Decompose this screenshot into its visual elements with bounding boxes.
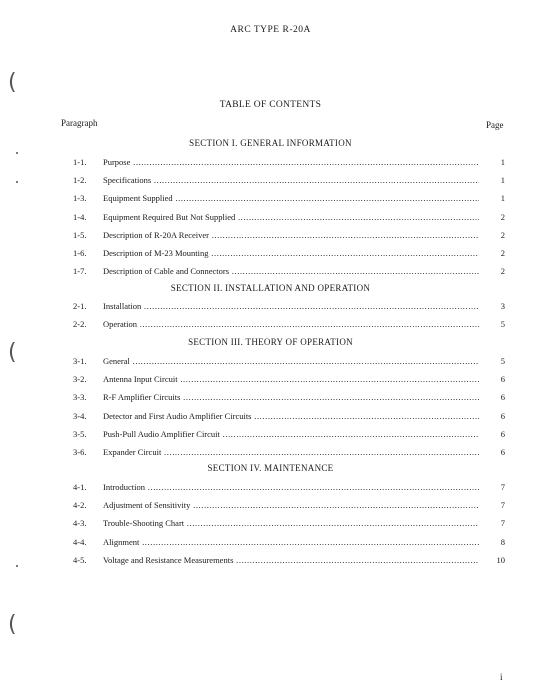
toc-entry-page: 5 [500,356,505,366]
toc-entry[interactable] [73,537,505,549]
paragraph-column-label: Paragraph [61,118,98,128]
toc-entry-page: 2 [500,229,505,240]
toc-entry-title: Specifications ..... [103,175,479,185]
binding-hole-mark: ( [8,70,17,95]
toc-entry-number: 3-3. [73,392,87,403]
toc-entry-number: 1-7. [73,266,87,277]
toc-entry-page: 8 [500,536,505,547]
toc-entry-page: 3 [500,301,505,311]
section-heading: SECTION IV. MAINTENANCE [207,463,334,473]
toc-entry-title: Installation ..... [103,301,479,311]
toc-entry-title: Introduction ..... [103,482,479,492]
toc-entry[interactable] [73,266,505,278]
toc-entry[interactable] [73,175,505,187]
toc-entry[interactable] [73,500,505,512]
toc-entry-number: 4-3. [73,518,87,529]
toc-entry-page: 6 [500,410,505,421]
toc-entry[interactable] [73,411,505,423]
toc-entry[interactable] [73,301,505,313]
binding-hole-mark: ( [8,612,17,637]
page-column-label: Page [486,120,504,130]
toc-entry-number: 4-5. [73,554,87,565]
binding-dot-mark [16,181,18,183]
toc-entry-page: 1 [500,157,505,167]
toc-entry-number: 2-2. [73,319,87,330]
toc-entry[interactable] [73,212,505,224]
toc-entry-page: 6 [500,428,505,439]
toc-entry-number: 4-4. [73,536,87,547]
toc-entry-number: 1-3. [73,193,87,204]
toc-entry-number: 1-1. [73,157,87,167]
toc-entry-number: 3-2. [73,374,87,385]
binding-hole-mark: ( [8,340,17,365]
toc-entry[interactable] [73,518,505,530]
toc-entry-page: 7 [500,518,505,529]
toc-entry[interactable] [73,482,505,494]
toc-entry-page: 7 [500,482,505,492]
toc-entry[interactable] [73,356,505,368]
toc-entry-number: 3-1. [73,356,87,366]
toc-entry[interactable] [73,157,505,169]
toc-entry-title: Purpose ..... [103,157,479,167]
toc-entry-page: 2 [500,211,505,222]
toc-entry-page: 1 [500,193,505,204]
toc-entry-title: Equipment Supplied ..... [103,193,479,203]
toc-entry-title: Description of M-23 Mounting ..... [103,248,479,258]
toc-entry-page: 7 [500,500,505,511]
toc-entry-page: 6 [500,392,505,403]
toc-entry-number: 3-5. [73,428,87,439]
toc-entry-title: Detector and First Audio Amplifier Circuits ..... [103,411,479,421]
binding-dot-mark [16,152,18,154]
toc-entry-page: 1 [500,175,505,186]
toc-entry-number: 4-2. [73,500,87,511]
toc-entry-title: Trouble-Shooting Chart ..... [103,518,479,528]
toc-entry[interactable] [73,374,505,386]
toc-entry-page: 2 [500,248,505,258]
toc-entry-title: Expander Circuit ..... [103,447,479,457]
section-heading: SECTION I. GENERAL INFORMATION [189,138,352,148]
toc-entry-title: Push-Pull Audio Amplifier Circuit ..... [103,429,479,439]
toc-entry[interactable] [73,429,505,441]
toc-entry-number: 1-6. [73,248,87,258]
page-number: i [500,672,503,682]
toc-entry-title: Operation ..... [103,319,479,329]
toc-entry[interactable] [73,555,505,567]
toc-entry-title: General ..... [103,356,479,366]
toc-entry-title: Description of R-20A Receiver ..... [103,230,479,240]
document-header: ARC TYPE R-20A [230,25,311,35]
toc-entry-title: R-F Amplifier Circuits ..... [103,392,479,402]
toc-entry-number: 3-6. [73,447,87,457]
toc-entry-number: 3-4. [73,410,87,421]
binding-dot-mark [16,565,18,567]
toc-entry-page: 5 [500,319,505,330]
toc-entry-title: Adjustment of Sensitivity ..... [103,500,479,510]
toc-entry[interactable] [73,447,505,459]
toc-entry-page: 6 [500,374,505,385]
toc-entry-number: 4-1. [73,482,87,492]
toc-entry[interactable] [73,392,505,404]
toc-entry-title: Alignment ..... [103,537,479,547]
toc-entry[interactable] [73,193,505,205]
toc-entry-title: Voltage and Resistance Measurements ..... [103,555,479,565]
toc-entry[interactable] [73,248,505,260]
section-heading: SECTION II. INSTALLATION AND OPERATION [170,283,371,293]
toc-entry-page: 2 [500,266,505,277]
toc-title: TABLE OF CONTENTS [219,100,322,110]
section-heading: SECTION III. THEORY OF OPERATION [188,337,353,347]
toc-entry-page: 6 [500,447,505,457]
toc-entry-number: 1-2. [73,175,87,186]
toc-entry-title: Antenna Input Circuit ..... [103,374,479,384]
toc-entry-number: 1-4. [73,211,87,222]
toc-entry-number: 1-5. [73,229,87,240]
toc-entry-title: Equipment Required But Not Supplied ..... [103,212,479,222]
toc-entry[interactable] [73,230,505,242]
toc-entry-title: Description of Cable and Connectors ..... [103,266,479,276]
toc-entry-number: 2-1. [73,301,87,311]
toc-entry[interactable] [73,319,505,331]
toc-entry-page: 10 [496,554,505,565]
